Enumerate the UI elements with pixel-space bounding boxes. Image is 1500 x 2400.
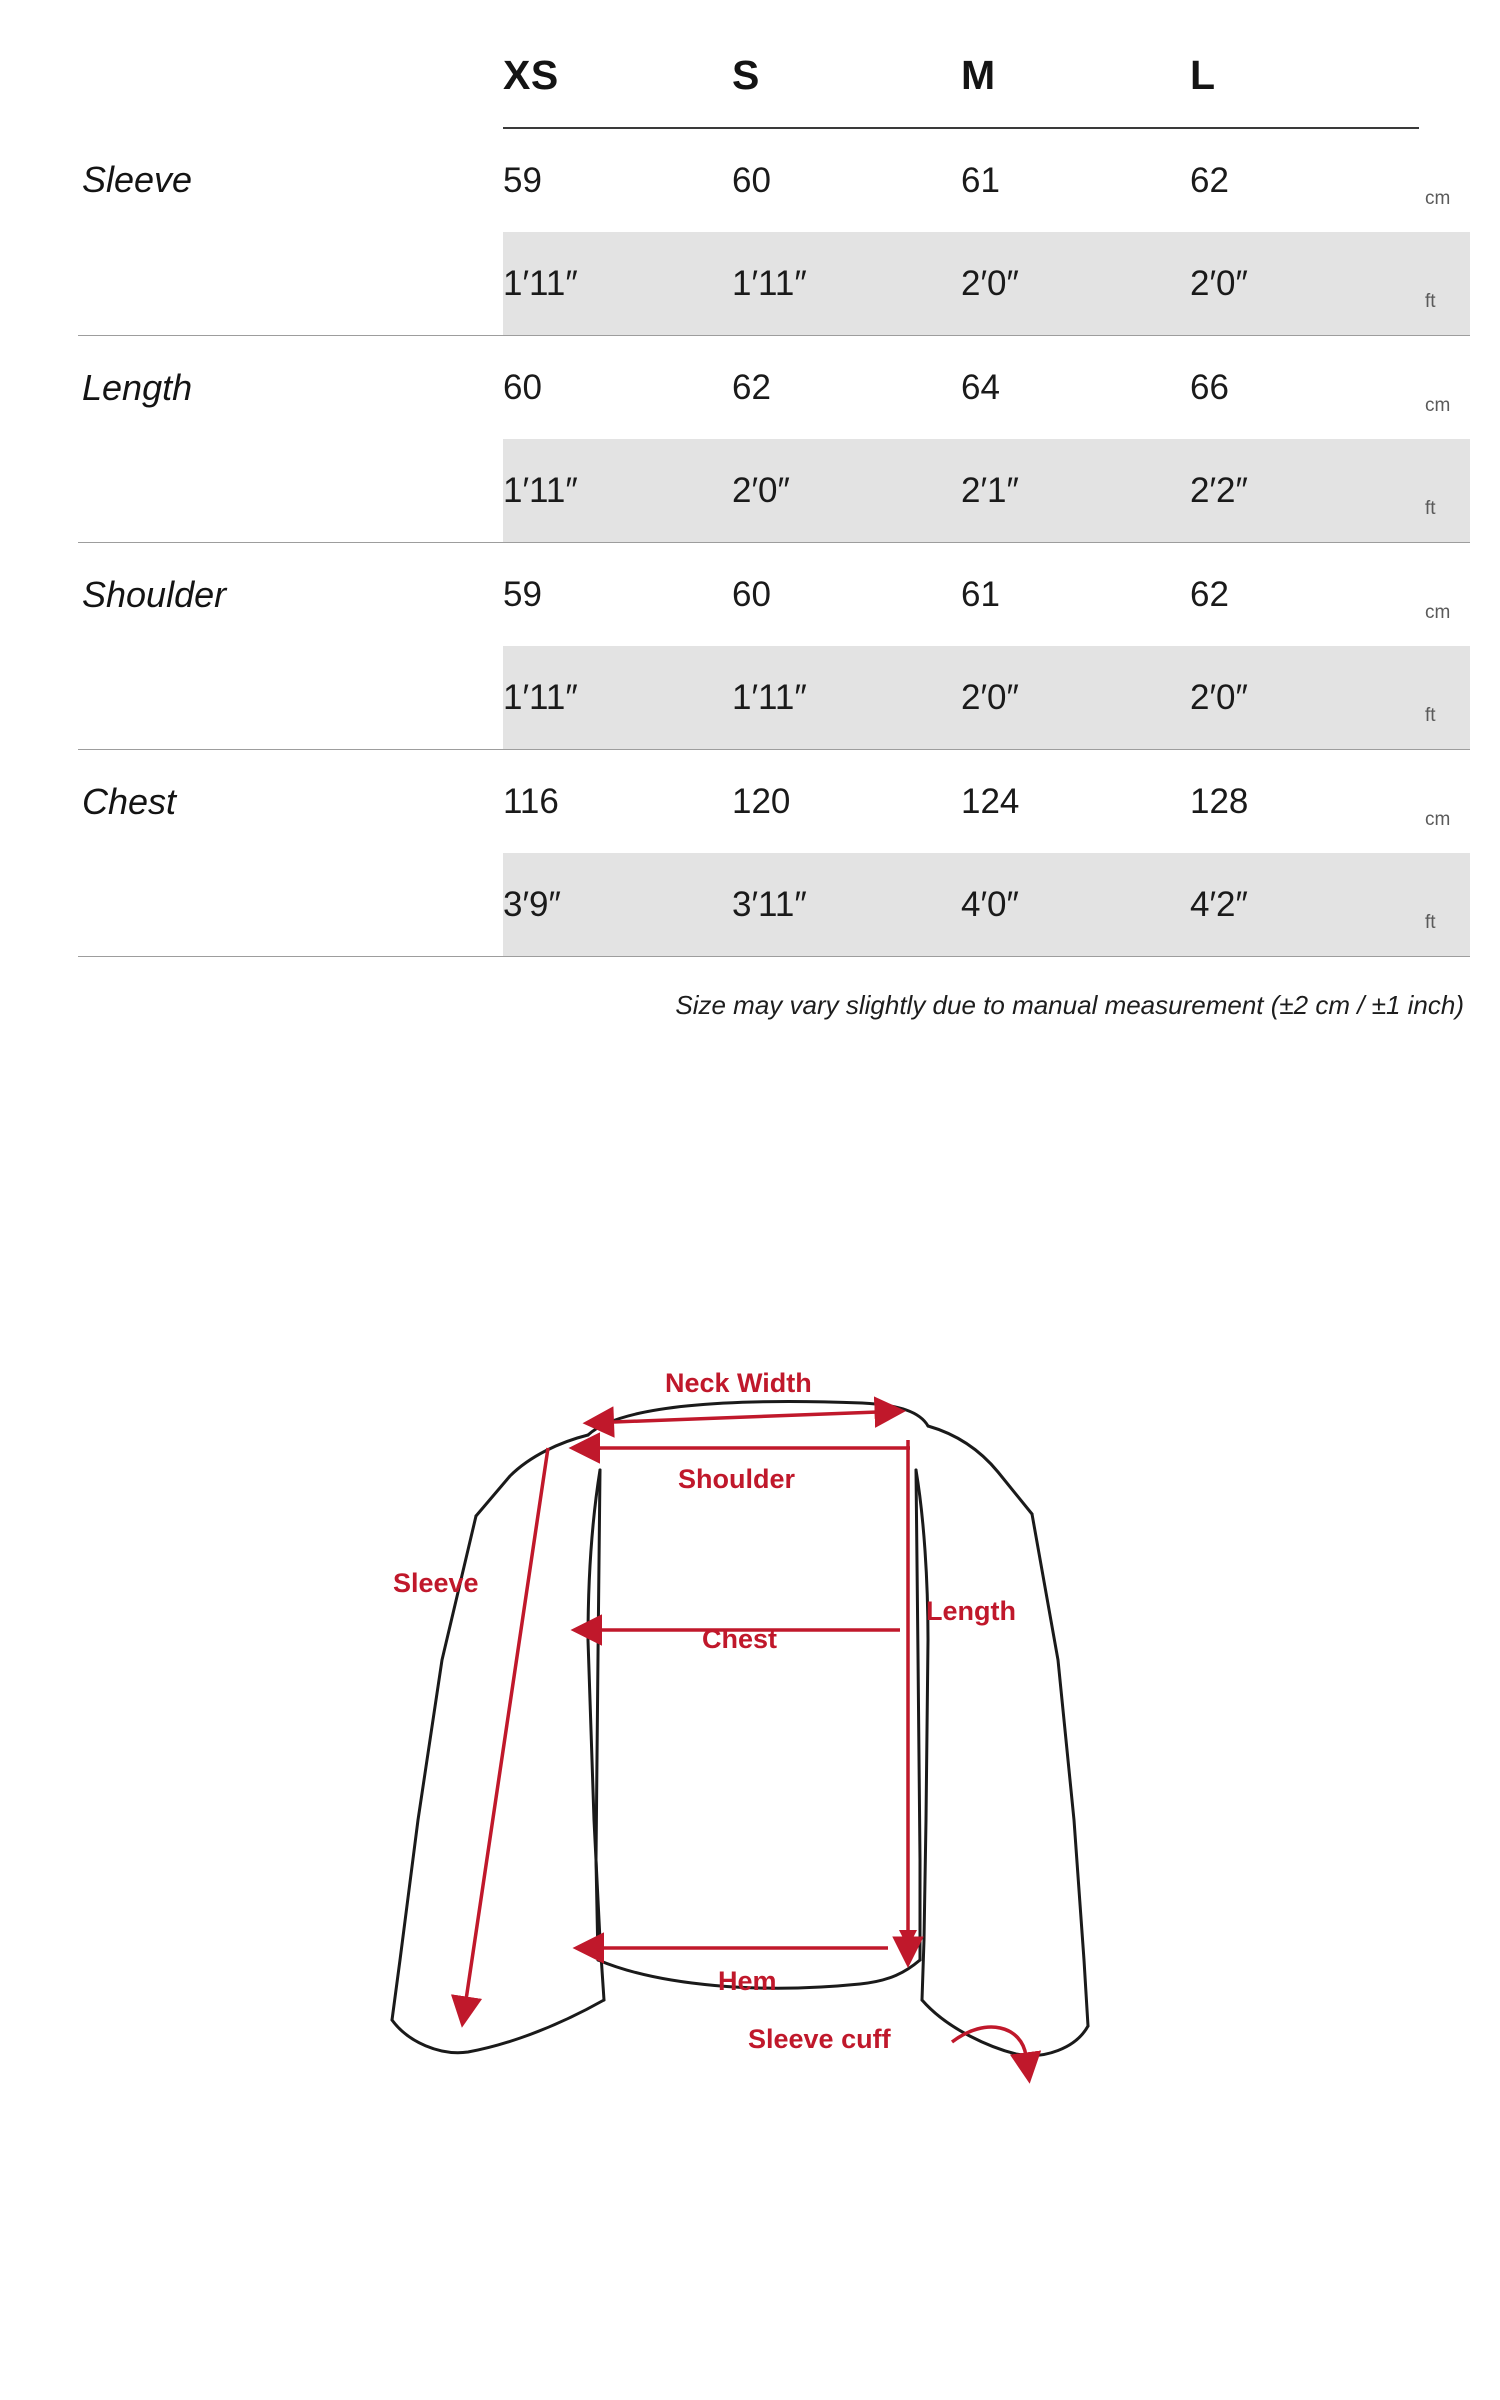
label-shoulder: Shoulder xyxy=(678,1464,796,1494)
column-header-m: M xyxy=(961,52,1190,128)
unit-label-ft: ft xyxy=(1419,853,1470,957)
label-chest: Chest xyxy=(702,1624,778,1654)
table-row xyxy=(78,336,1470,440)
cell-sleeve-cm-xs: 59 xyxy=(503,160,542,200)
cell-length-cm-s: 62 xyxy=(732,336,961,440)
table-row xyxy=(78,128,1470,232)
cell-chest-cm-s: 120 xyxy=(732,750,961,854)
table-row xyxy=(78,750,1470,854)
cell-shoulder-ft-l: 2′0″ xyxy=(1190,646,1419,750)
cell-shoulder-cm-m: 61 xyxy=(961,543,1190,647)
label-sleeve-cuff: Sleeve cuff xyxy=(748,2024,891,2054)
table-row xyxy=(78,543,1470,647)
cell-chest-cm-l: 128 xyxy=(1190,750,1419,854)
unit-label-cm: cm xyxy=(1425,188,1451,209)
measurement-note: Size may vary slightly due to manual measurement (±2 cm / ±1 inch) xyxy=(675,990,1464,1020)
garment-diagram xyxy=(0,1300,1500,2380)
measurement-arrows xyxy=(466,1412,1026,2056)
row-label-length: Length xyxy=(78,336,503,440)
cell-length-cm-m: 64 xyxy=(961,336,1190,440)
label-sleeve: Sleeve xyxy=(393,1568,479,1598)
cell-chest-ft-s: 3′11″ xyxy=(732,853,961,957)
table-row xyxy=(78,646,1470,750)
size-table-body xyxy=(78,128,1470,957)
label-hem: Hem xyxy=(718,1966,777,1996)
unit-label-cm: cm xyxy=(1419,750,1470,854)
column-header-s: S xyxy=(732,52,961,128)
cell-chest-cm-m: 124 xyxy=(961,750,1190,854)
cell-sleeve-cm-m: 61 xyxy=(961,160,1000,200)
cell-length-ft-m: 2′1″ xyxy=(961,439,1190,543)
cell-sleeve-cm-s: 60 xyxy=(732,160,771,200)
table-row xyxy=(78,853,1470,957)
column-header-l: L xyxy=(1190,52,1419,128)
cell-shoulder-ft-s: 1′11″ xyxy=(732,646,961,750)
unit-label-ft: ft xyxy=(1419,646,1470,750)
table-row xyxy=(78,439,1470,543)
cell-shoulder-cm-l: 62 xyxy=(1190,543,1419,647)
cell-chest-cm-xs: 116 xyxy=(503,750,732,854)
cell-length-ft-l: 2′2″ xyxy=(1190,439,1419,543)
cell-chest-ft-m: 4′0″ xyxy=(961,853,1190,957)
cell-shoulder-ft-xs: 1′11″ xyxy=(503,646,732,750)
cell-shoulder-cm-xs: 59 xyxy=(503,543,732,647)
row-label-sleeve: Sleeve xyxy=(82,159,193,200)
unit-label-cm: cm xyxy=(1419,543,1470,647)
cell-sleeve-ft-l: 2′0″ xyxy=(1190,232,1419,336)
header-empty-cell xyxy=(78,52,503,128)
garment-outline xyxy=(392,1402,1088,2056)
cell-length-ft-s: 2′0″ xyxy=(732,439,961,543)
cell-sleeve-ft-s: 1′11″ xyxy=(732,232,961,336)
cell-sleeve-ft-m: 2′0″ xyxy=(961,232,1190,336)
size-table-container xyxy=(78,52,1470,957)
label-neck-width: Neck Width xyxy=(665,1368,812,1398)
unit-label-ft: ft xyxy=(1419,232,1470,336)
row-label-spacer xyxy=(78,646,503,750)
column-header-xs: XS xyxy=(503,52,732,128)
size-table-header xyxy=(78,52,1470,128)
row-label-chest: Chest xyxy=(78,750,503,854)
cell-length-cm-xs: 60 xyxy=(503,336,732,440)
size-table xyxy=(78,52,1470,957)
label-length: Length xyxy=(926,1596,1016,1626)
row-label-spacer xyxy=(78,232,503,336)
row-label-spacer xyxy=(78,853,503,957)
length-arrow-head xyxy=(899,1930,917,1948)
cell-shoulder-ft-m: 2′0″ xyxy=(961,646,1190,750)
cell-chest-ft-l: 4′2″ xyxy=(1190,853,1419,957)
cell-length-cm-l: 66 xyxy=(1190,336,1419,440)
cell-sleeve-cm-l: 62 xyxy=(1190,160,1229,200)
unit-label-ft: ft xyxy=(1419,439,1470,543)
header-unit-cell xyxy=(1419,52,1470,128)
cell-chest-ft-xs: 3′9″ xyxy=(503,853,732,957)
cell-shoulder-cm-s: 60 xyxy=(732,543,961,647)
table-row xyxy=(78,232,1470,336)
cell-sleeve-ft-xs: 1′11″ xyxy=(503,232,732,336)
cell-length-ft-xs: 1′11″ xyxy=(503,439,732,543)
row-label-spacer xyxy=(78,439,503,543)
unit-label-cm: cm xyxy=(1419,336,1470,440)
row-label-shoulder: Shoulder xyxy=(78,543,503,647)
